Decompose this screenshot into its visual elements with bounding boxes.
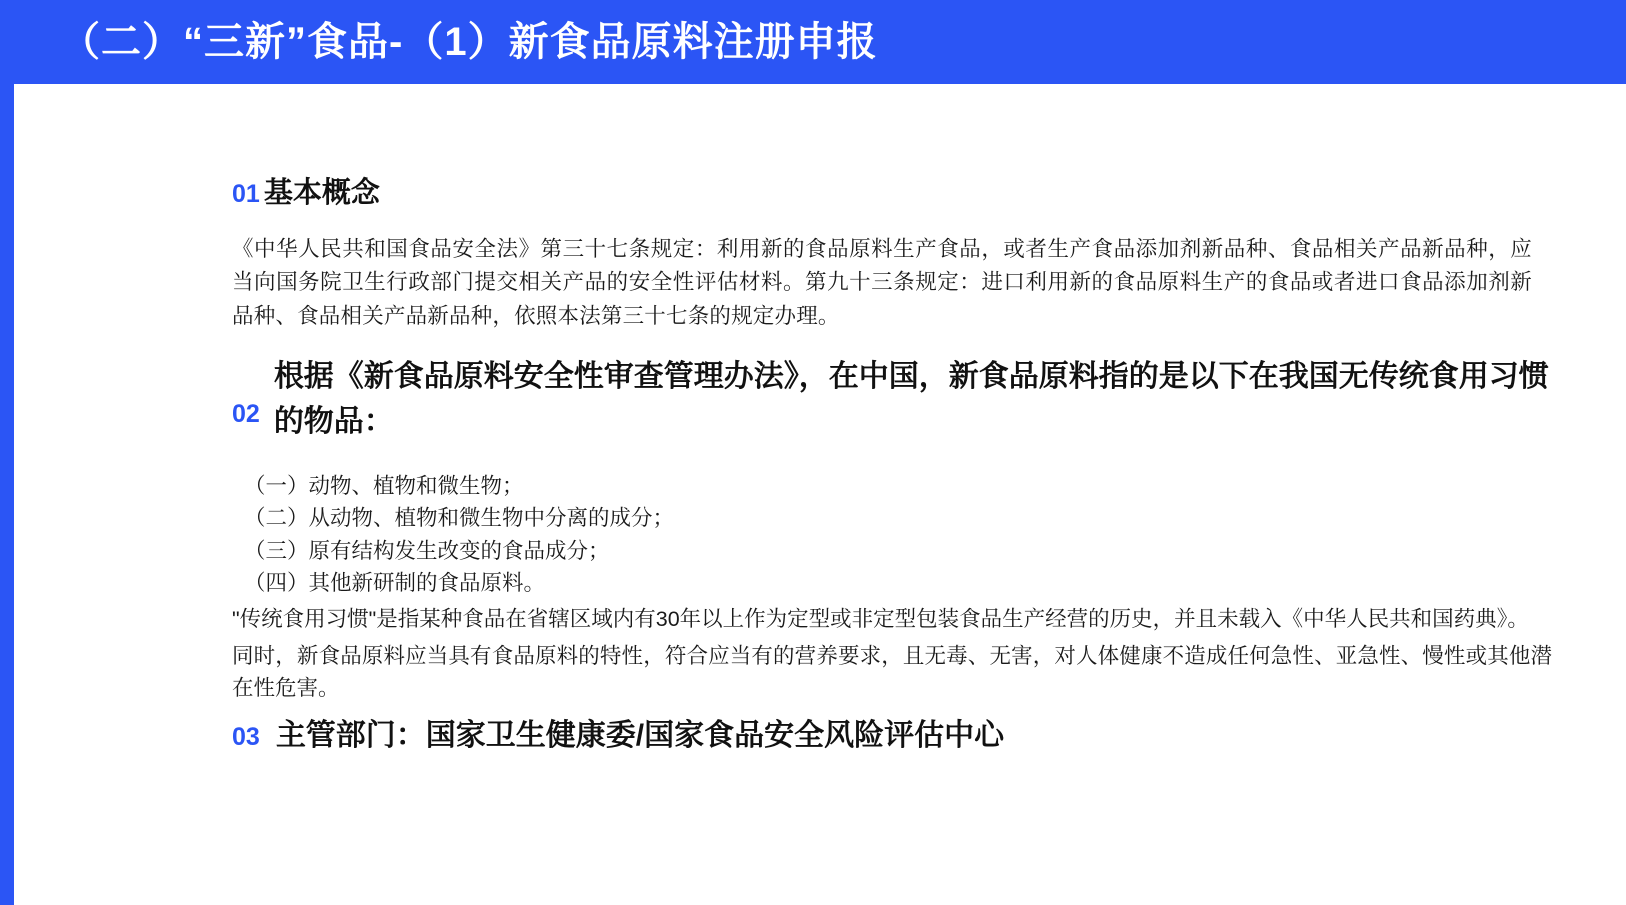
left-accent-bar [0, 0, 14, 905]
section-02-list [232, 470, 1552, 599]
section-02-paragraph-1: "传统食用习惯"是指某种食品在省辖区域内有30年以上作为定型或非定型包装食品生产经营的历史，并且未载入《中华人民共和国药典》。 [232, 607, 1529, 631]
page-title: （二）“三新”食品-（1）新食品原料注册申报 [60, 20, 878, 64]
list-item: （二）从动物、植物和微生物中分离的成分； [244, 506, 675, 531]
section-03-title: 主管部门：国家卫生健康委/国家食品安全风险评估中心 [275, 719, 1005, 752]
section-02-paragraph-2: 同时，新食品原料应当具有食品原料的特性，符合应当有的营养要求，且无毒、无害，对人体健康不造成任何急性、亚急性、慢性或其他潜在性危害。 [232, 643, 1552, 701]
slide-content [14, 92, 1626, 905]
section-competent-authority [232, 710, 1532, 754]
section-02-number: 02 [232, 399, 260, 428]
section-02-title: 根据《新食品原料安全性审查管理办法》，在中国，新食品原料指的是以下在我国无传统食用习惯的物品： [273, 360, 1549, 438]
title-banner [14, 0, 1626, 84]
list-item: （四）其他新研制的食品原料。 [244, 570, 546, 595]
section-01-number: 01 [232, 180, 260, 208]
section-03-number: 03 [232, 723, 260, 751]
section-01-header [232, 170, 1532, 211]
section-new-food-raw-material-definition [232, 354, 1552, 705]
section-02-header [232, 354, 1552, 444]
section-01-paragraph: 《中华人民共和国食品安全法》第三十七条规定：利用新的食品原料生产食品，或者生产食品添加剂新品种、食品相关产品新品种，应当向国务院卫生行政部门提交相关产品的安全性评估材料。第九十三条规定：进口利用新的食品原料生产的食品或者进口食品添加剂新品种、食品相关产品新品种，依照本法第三十七条的规定办理。 [232, 237, 1532, 328]
list-item: （一）动物、植物和微生物； [244, 474, 524, 498]
section-basic-concept [232, 170, 1532, 333]
section-01-title: 基本概念 [263, 177, 380, 209]
list-item: （三）原有结构发生改变的食品成分； [244, 538, 610, 563]
